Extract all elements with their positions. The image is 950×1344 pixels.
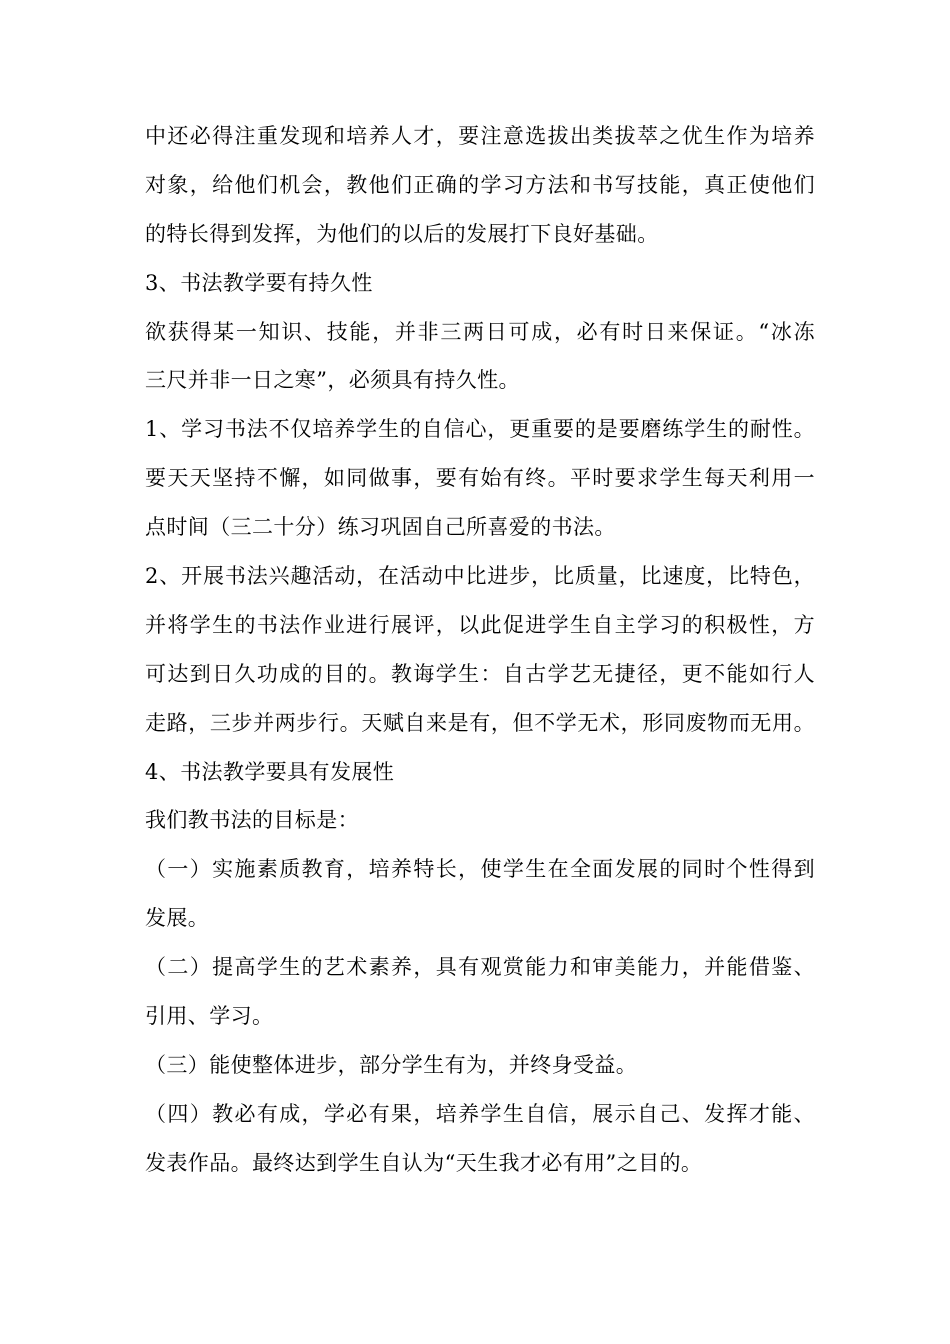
document-body bbox=[145, 112, 815, 1188]
text-line: 我们教书法的目标是： bbox=[145, 808, 359, 833]
text-line: （一）实施素质教育，培养特长，使学生在全面发展的同时个性得到 bbox=[145, 857, 815, 882]
text-line: 并将学生的书法作业进行展评，以此促进学生自主学习的积极性，方 bbox=[145, 612, 815, 637]
section-heading: 3、书法教学要有持久性 bbox=[145, 270, 373, 295]
text-line: （二）提高学生的艺术素养，具有观赏能力和审美能力，并能借鉴、 bbox=[145, 955, 815, 980]
text-line: 可达到日久功成的目的。教诲学生：自古学艺无捷径，更不能如行人 bbox=[145, 661, 815, 686]
text-line: 发表作品。最终达到学生自认为“天生我才必有用”之目的。 bbox=[145, 1150, 703, 1175]
text-line: （四）教必有成，学必有果，培养学生自信，展示自己、发挥才能、 bbox=[145, 1101, 815, 1126]
text-line: 点时间（三二十分）练习巩固自己所喜爱的书法。 bbox=[145, 515, 616, 540]
text-line: 发展。 bbox=[145, 906, 210, 931]
text-line: 要天天坚持不懈，如同做事，要有始有终。平时要求学生每天利用一 bbox=[145, 466, 815, 491]
text-line: 走路，三步并两步行。天赋自来是有，但不学无术，形同废物而无用。 bbox=[145, 710, 815, 735]
text-line: 2、开展书法兴趣活动，在活动中比进步，比质量，比速度，比特色， bbox=[145, 564, 815, 589]
text-line: 对象，给他们机会，教他们正确的学习方法和书写技能，真正使他们 bbox=[145, 172, 815, 197]
section-heading: 4、书法教学要具有发展性 bbox=[145, 759, 395, 784]
text-line: 欲获得某一知识、技能，并非三两日可成，必有时日来保证。“冰冻 bbox=[145, 319, 815, 344]
text-line: 中还必得注重发现和培养人才，要注意选拔出类拔萃之优生作为培养 bbox=[145, 124, 815, 148]
text-line: 的特长得到发挥，为他们的以后的发展打下良好基础。 bbox=[145, 221, 659, 246]
text-line: 引用、学习。 bbox=[145, 1004, 274, 1029]
text-line: 三尺并非一日之寒”，必须具有持久性。 bbox=[145, 368, 520, 393]
text-line: 1、学习书法不仅培养学生的自信心，更重要的是要磨练学生的耐性。 bbox=[145, 417, 815, 442]
text-line: （三）能使整体进步，部分学生有为，并终身受益。 bbox=[145, 1052, 638, 1077]
